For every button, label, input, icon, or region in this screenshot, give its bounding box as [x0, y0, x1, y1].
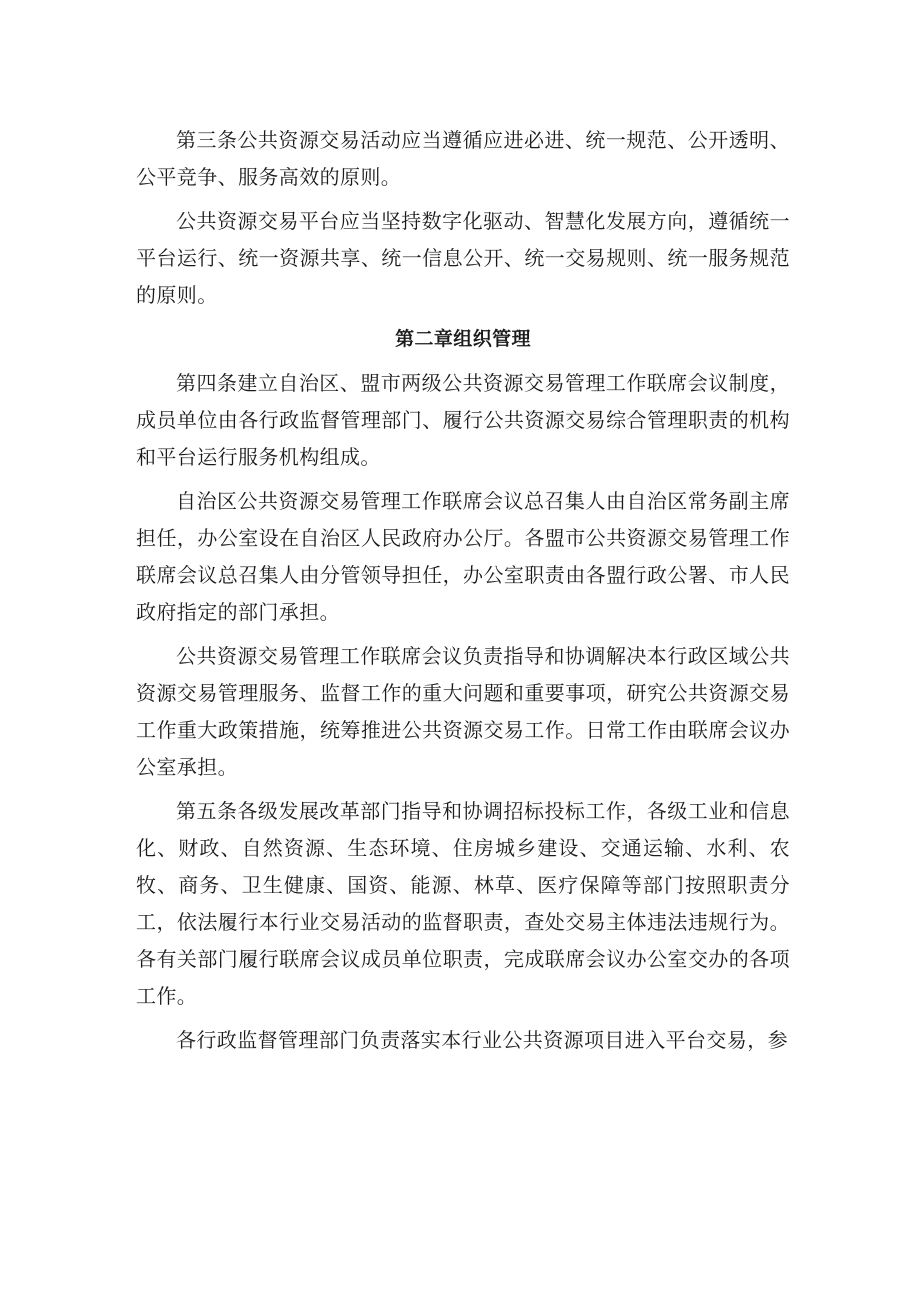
article-5-paragraph: 第五条各级发展改革部门指导和协调招标投标工作，各级工业和信息化、财政、自然资源、生态环境、住房城乡建设、交通运输、水利、农牧、商务、卫生健康、国资、能源、林草、医疗保障等部门按照职责分工，依法履行本行业交易活动的监督职责，查处交易主体违法违规行为。各有关部门履行联席会议成员单位职责，完成联席会议办公室交办的各项工作。 [136, 799, 790, 1008]
supervision-departments-paragraph: 各行政监督管理部门负责落实本行业公共资源项目进入平台交易，参 [176, 1028, 788, 1052]
platform-principles-paragraph: 公共资源交易平台应当坚持数字化驱动、智慧化发展方向，遵循统一平台运行、统一资源共享、统一信息公开、统一交易规则、统一服务规范的原则。 [136, 209, 790, 307]
article-3-paragraph: 第三条公共资源交易活动应当遵循应进必进、统一规范、公开透明、公平竞争、服务高效的原则。 [136, 128, 790, 189]
article-4-paragraph: 第四条建立自治区、盟市两级公共资源交易管理工作联席会议制度，成员单位由各行政监督管理部门、履行公共资源交易综合管理职责的机构和平台运行服务机构组成。 [136, 371, 790, 469]
chapter-title: 第二章组织管理 [395, 328, 531, 350]
document-body [136, 122, 790, 1066]
convener-paragraph: 自治区公共资源交易管理工作联席会议总召集人由自治区常务副主席担任，办公室设在自治区人民政府办公厅。各盟市公共资源交易管理工作联席会议总召集人由分管领导担任，办公室职责由各盟行政公署、市人民政府指定的部门承担。 [136, 489, 790, 624]
joint-meeting-duties-paragraph: 公共资源交易管理工作联席会议负责指导和协调解决本行政区域公共资源交易管理服务、监督工作的重大问题和重要事项，研究公共资源交易工作重大政策措施，统筹推进公共资源交易工作。日常工作由联席会议办公室承担。 [136, 644, 790, 779]
